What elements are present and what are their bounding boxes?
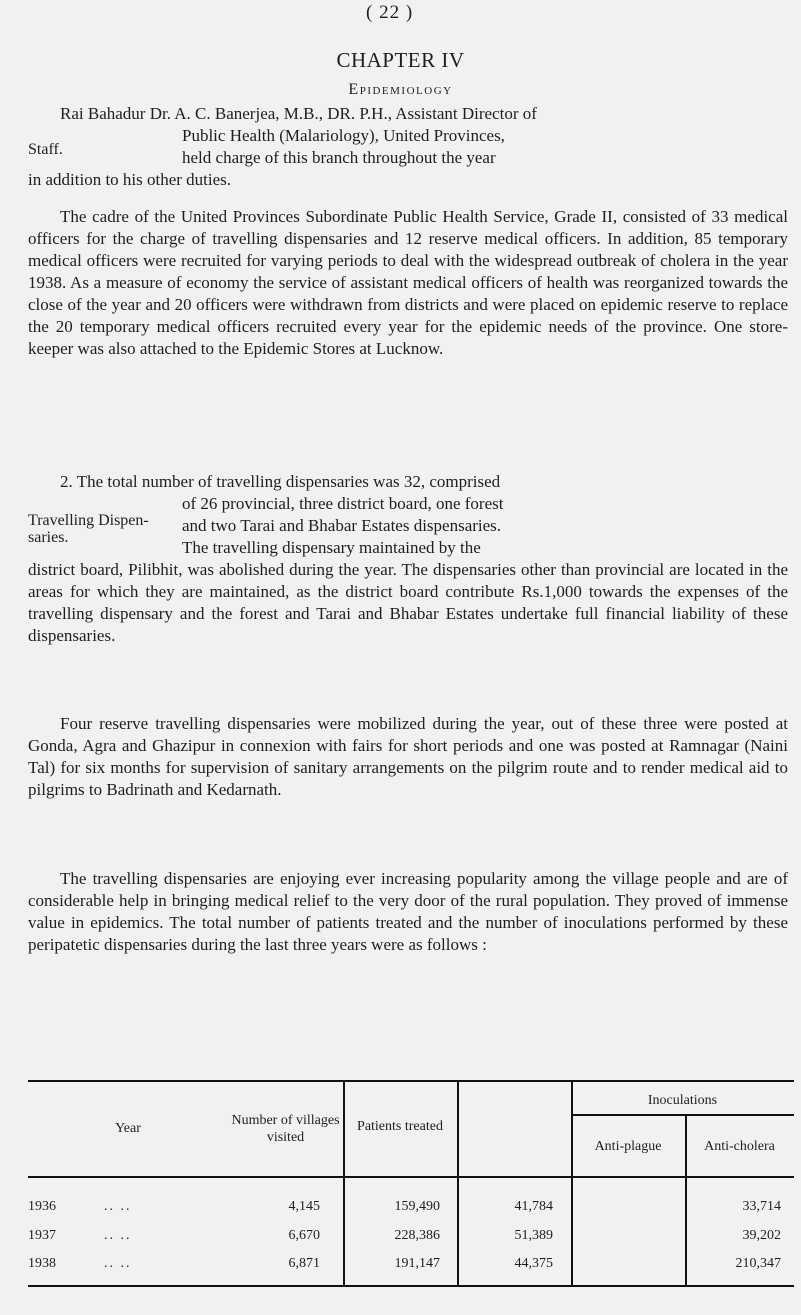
page-number: ( 22 ) (366, 2, 414, 23)
staff-line-1: Rai Bahadur Dr. A. C. Banerjea, M.B., DR. P.H., Assistant Director of (60, 104, 537, 123)
paragraph-popularity (28, 868, 788, 956)
leader-dots: .. .. (104, 1228, 132, 1243)
margin-note-staff: Staff. (28, 141, 63, 158)
cell-anti-plague: 44,375 (514, 1256, 553, 1271)
paragraph-reserve (28, 713, 788, 801)
staff-line-2: Public Health (Malariology), United Provinces, (182, 126, 505, 145)
chapter-title: CHAPTER IV (336, 48, 465, 72)
cell-anti-plague: 41,784 (514, 1199, 553, 1214)
dispensaries-line-4: The travelling dispensary maintained by the (182, 538, 481, 557)
dispensaries-line-1: 2. The total number of travelling dispensaries was 32, comprised (60, 472, 501, 491)
dispensaries-rest-text: district board, Pilibhit, was abolished during the year. The dispensaries other than provincial are located in the areas for which they are maintained, as the district board contribute Rs.1,000 towards the expenses of the travelling dispensary and the forest and Tarai and Bhabar Estates undertake full financial liability of these dispensaries. (28, 560, 788, 645)
cell-villages: 6,670 (288, 1228, 320, 1243)
leader-dots: .. .. (104, 1199, 132, 1214)
header-patients: Patients treated (357, 1119, 443, 1134)
paragraph-popularity-text: The travelling dispensaries are enjoying ever increasing popularity among the village people and are of considerable help in bringing medical relief to the very door of the rural population. They proved of immense value in epidemics. The total number of patients treated and the number of inoculations performed by these peripatetic dispensaries during the last three years were as follows : (28, 869, 788, 954)
table-header-rule (28, 1176, 794, 1178)
cell-anti-plague: 51,389 (514, 1228, 553, 1243)
dispensaries-line-3: and two Tarai and Bhabar Estates dispensaries. (182, 516, 502, 535)
dispensaries-rest (28, 559, 788, 647)
inoculations-rule (571, 1114, 794, 1116)
dispensaries-line-2: of 26 provincial, three district board, one forest (182, 494, 504, 513)
row-year: 1938 (28, 1256, 56, 1271)
table-bottom-rule (28, 1285, 794, 1287)
cell-patients: 228,386 (394, 1228, 440, 1243)
cell-villages: 4,145 (288, 1199, 320, 1214)
header-anti-cholera: Anti-cholera (704, 1139, 775, 1154)
header-anti-plague: Anti-plague (594, 1139, 662, 1154)
cell-patients: 159,490 (394, 1199, 440, 1214)
paragraph-cadre-text: The cadre of the United Provinces Subordinate Public Health Service, Grade II, consisted of 33 medical officers for the charge of travelling dispensaries and 12 reserve medical officers. In addition, 85 temporary medical officers were recruited for varying periods to deal with the widespread outbreak of cholera in the year 1938. As a measure of economy the service of assistant medical officers of health was reorganized towards the close of the year and 20 officers were withdrawn from districts and were placed on epidemic reserve to replace the 20 temporary medical officers recruited every year for the epidemic needs of the province. One store-keeper was also attached to the Epidemic Stores at Lucknow. (28, 207, 788, 358)
column-divider (571, 1080, 573, 1287)
row-year: 1937 (28, 1228, 56, 1243)
header-inoculations: Inoculations (647, 1093, 718, 1108)
staff-line-3: held charge of this branch throughout the year (182, 148, 496, 167)
header-villages: Number of villages visited (231, 1113, 340, 1145)
header-year: Year (115, 1121, 141, 1136)
leader-dots: .. .. (104, 1256, 132, 1271)
cell-patients: 191,147 (394, 1256, 440, 1271)
chapter-subtitle: Epidemiology (348, 81, 453, 98)
row-year: 1936 (28, 1199, 56, 1214)
statistics-table (28, 1080, 794, 1287)
paragraph-cadre (28, 206, 788, 360)
cell-villages: 6,871 (288, 1256, 320, 1271)
margin-note-dispensaries: Travelling Dispen-saries. (28, 512, 149, 546)
cell-anti-cholera: 39,202 (742, 1228, 781, 1243)
staff-line-4: in addition to his other duties. (28, 170, 232, 189)
paragraph-reserve-text: Four reserve travelling dispensaries were mobilized during the year, out of these three were posted at Gonda, Agra and Ghazipur in connexion with fairs for short periods and one was posted at Ramnagar (Naini Tal) for six months for supervision of sanitary arrangements on the pilgrim route and to render medical aid to pilgrims to Badrinath and Kedarnath. (28, 714, 788, 799)
table-top-rule (28, 1080, 794, 1082)
cell-anti-cholera: 210,347 (735, 1256, 781, 1271)
cell-anti-cholera: 33,714 (742, 1199, 781, 1214)
